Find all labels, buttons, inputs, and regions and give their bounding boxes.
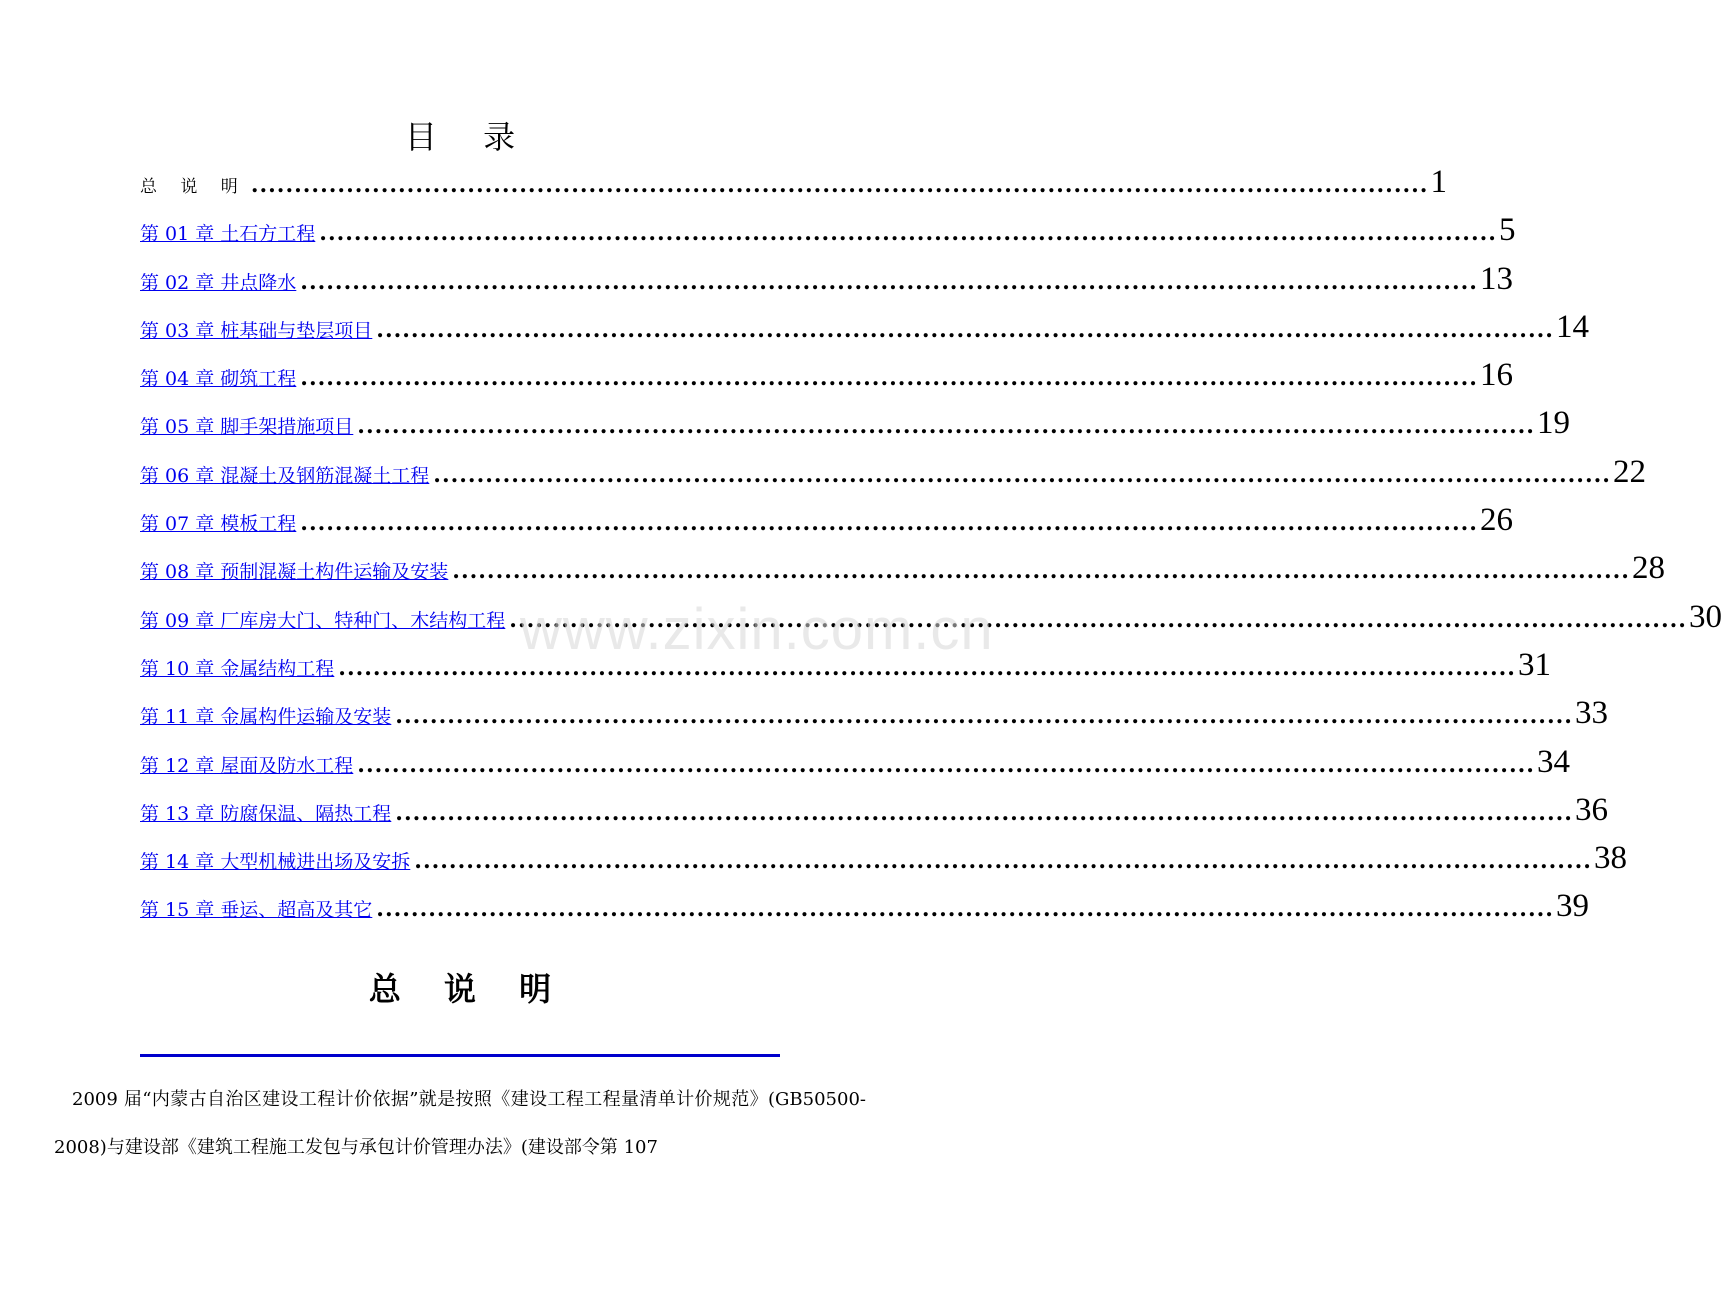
toc-entry bbox=[140, 164, 1447, 212]
toc-entry[interactable] bbox=[140, 260, 1513, 309]
toc-entry-link[interactable]: 第 05 章 脚手架措施项目 bbox=[140, 416, 354, 439]
toc-entry-link[interactable]: 第 09 章 厂库房大门、特种门、木结构工程 bbox=[140, 609, 506, 632]
toc-entry[interactable] bbox=[140, 453, 1646, 502]
toc-page-number: 39 bbox=[1555, 888, 1589, 925]
body-paragraph: 2009 届“内蒙古自治区建设工程计价依据”就是按照《建设工程工程量清单计价规范》(GB50500-2008)与建设部《建筑工程施工发包与承包计价管理办法》(建设部令第 107 bbox=[54, 1089, 866, 1158]
toc-dot-leader bbox=[251, 172, 1429, 198]
toc-page-number: 13 bbox=[1479, 260, 1513, 297]
toc-entry[interactable] bbox=[140, 357, 1513, 405]
toc-dot-leader bbox=[357, 413, 1535, 439]
toc-page-number: 34 bbox=[1536, 743, 1570, 780]
toc-page-number: 30 bbox=[1688, 598, 1722, 635]
section-divider bbox=[140, 1054, 780, 1057]
toc-page-number: 28 bbox=[1631, 550, 1665, 587]
toc-entry[interactable] bbox=[140, 743, 1570, 792]
toc-entry[interactable] bbox=[140, 840, 1627, 888]
toc-page-number: 1 bbox=[1430, 164, 1447, 200]
toc-page-number: 5 bbox=[1498, 212, 1516, 249]
toc-dot-leader bbox=[357, 752, 1535, 778]
toc-entry[interactable] bbox=[140, 695, 1608, 743]
toc-dot-leader bbox=[395, 800, 1573, 826]
toc-dot-leader bbox=[395, 703, 1573, 729]
toc-page-number: 22 bbox=[1612, 453, 1646, 490]
toc-entry[interactable] bbox=[140, 791, 1608, 840]
toc-entry-link[interactable]: 第 10 章 金属结构工程 bbox=[140, 657, 335, 680]
toc-entry[interactable] bbox=[140, 550, 1665, 598]
toc-entry-link[interactable]: 第 02 章 井点降水 bbox=[140, 271, 297, 294]
toc-page-number: 19 bbox=[1536, 405, 1570, 442]
toc-dot-leader bbox=[300, 365, 1478, 391]
toc-entry-link[interactable]: 第 07 章 模板工程 bbox=[140, 513, 297, 536]
toc-entry-link[interactable]: 第 03 章 桩基础与垫层项目 bbox=[140, 319, 373, 342]
toc-list bbox=[140, 164, 1722, 937]
toc-entry[interactable] bbox=[140, 308, 1589, 357]
toc-entry[interactable] bbox=[140, 405, 1570, 453]
toc-dot-leader bbox=[319, 220, 1497, 246]
toc-entry-link[interactable]: 第 01 章 土石方工程 bbox=[140, 223, 316, 246]
toc-title: 目 录 bbox=[404, 118, 534, 156]
section-title: 总 说 明 bbox=[368, 970, 568, 1008]
toc-dot-leader bbox=[376, 896, 1554, 922]
toc-entry[interactable] bbox=[140, 888, 1589, 936]
toc-dot-leader bbox=[452, 558, 1630, 584]
toc-entry-link[interactable]: 第 06 章 混凝土及钢筋混凝土工程 bbox=[140, 464, 430, 487]
toc-entry-link[interactable]: 第 11 章 金属构件运输及安装 bbox=[140, 706, 392, 729]
toc-dot-leader bbox=[509, 607, 1687, 633]
toc-dot-leader bbox=[376, 317, 1554, 343]
toc-dot-leader bbox=[414, 848, 1592, 874]
toc-entry[interactable] bbox=[140, 212, 1516, 260]
toc-page-number: 38 bbox=[1593, 840, 1627, 877]
toc-entry-link[interactable]: 第 12 章 屋面及防水工程 bbox=[140, 754, 354, 777]
toc-entry-link[interactable]: 第 13 章 防腐保温、隔热工程 bbox=[140, 802, 392, 825]
toc-page-number: 14 bbox=[1555, 308, 1589, 345]
toc-dot-leader bbox=[300, 510, 1478, 536]
toc-entry-link[interactable]: 第 14 章 大型机械进出场及安拆 bbox=[140, 851, 411, 874]
toc-page-number: 31 bbox=[1517, 646, 1551, 683]
toc-page-number: 26 bbox=[1479, 502, 1513, 539]
toc-entry[interactable] bbox=[140, 502, 1513, 550]
toc-entry-label: 总 说 明 bbox=[140, 177, 247, 197]
toc-entry[interactable] bbox=[140, 646, 1551, 695]
toc-page-number: 33 bbox=[1574, 695, 1608, 732]
toc-dot-leader bbox=[433, 462, 1611, 488]
toc-entry-link[interactable]: 第 04 章 砌筑工程 bbox=[140, 368, 297, 391]
toc-dot-leader bbox=[338, 655, 1516, 681]
toc-page-number: 16 bbox=[1479, 357, 1513, 394]
toc-entry-link[interactable]: 第 08 章 预制混凝土构件运输及安装 bbox=[140, 561, 449, 584]
toc-page-number: 36 bbox=[1574, 791, 1608, 828]
watermark: www.zixin.com.cn bbox=[520, 597, 994, 662]
toc-dot-leader bbox=[300, 269, 1478, 295]
toc-entry-link[interactable]: 第 15 章 垂运、超高及其它 bbox=[140, 899, 373, 922]
